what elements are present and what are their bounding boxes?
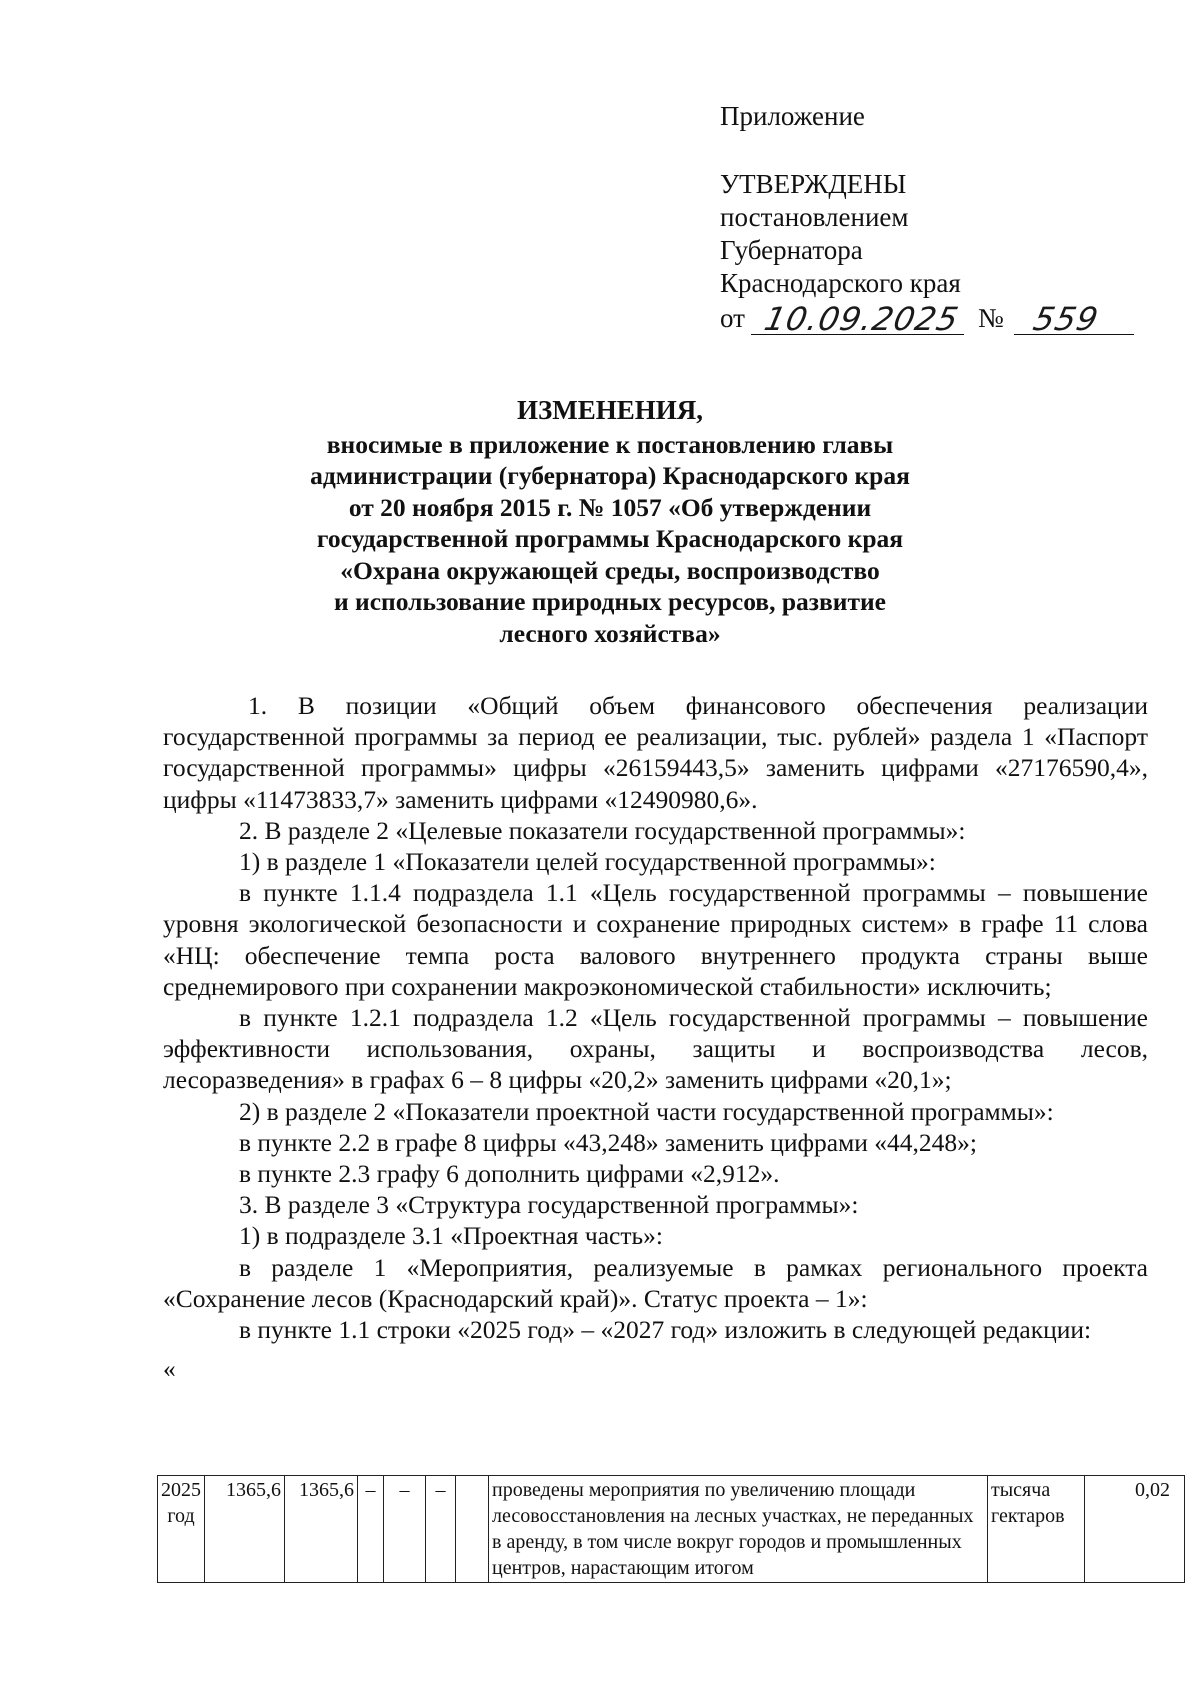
cell-year: 2025 год: [158, 1476, 205, 1583]
cell-col5: –: [384, 1476, 426, 1583]
cell-col7: [456, 1476, 489, 1583]
approval-block: [720, 100, 1140, 338]
paragraph: в пункте 2.3 графу 6 дополнить цифрами «2,912».: [239, 1159, 780, 1189]
handwritten-date: 10.09.2025: [761, 300, 963, 338]
cell-value: 0,02: [1085, 1476, 1185, 1583]
cell-col4: –: [358, 1476, 384, 1583]
number-field: [1014, 300, 1134, 338]
document-body: [163, 690, 1148, 1384]
number-sign: №: [977, 303, 1004, 333]
document-title: [180, 395, 1040, 649]
title-line: «Охрана окружающей среды, воспроизводство: [340, 555, 880, 585]
paragraph: в пункте 1.1.4 подраздела 1.1 «Цель государственной программы – повышение уровня экологической безопасности и сохранение природных систем» в графе 11 слова «НЦ: обеспечение темпа роста валового внутреннего продукта страны выше среднемирового при сохранении макроэкономической стабильности» исключить;: [163, 878, 1148, 1001]
approval-line-1: постановлением: [720, 202, 909, 232]
appendix-label: Приложение: [720, 101, 865, 131]
approved-label: УТВЕРЖДЕНЫ: [720, 169, 907, 199]
date-number-line: [720, 300, 1140, 338]
title-line: государственной программы Краснодарского края: [316, 524, 904, 553]
paragraph: 1) в подразделе 3.1 «Проектная часть»:: [239, 1221, 663, 1251]
date-field: [751, 300, 964, 338]
cell-col6: –: [426, 1476, 456, 1583]
paragraph: в пункте 1.1 строки «2025 год» – «2027 год» изложить в следующей редакции:: [239, 1315, 1092, 1345]
cell-total: 1365,6: [205, 1476, 285, 1583]
open-quote: «: [163, 1354, 176, 1384]
paragraph: 2. В разделе 2 «Целевые показатели государственной программы»:: [239, 815, 966, 845]
amendment-table: [157, 1475, 1185, 1583]
cell-unit: тысяча гектаров: [988, 1476, 1085, 1583]
paragraph: в пункте 1.2.1 подраздела 1.2 «Цель государственной программы – повышение эффективности использования, охраны, защиты и воспроизводства лесов, лесоразведения» в графах 6 – 8 цифры «20,2» заменить цифрами «20,1»;: [163, 1003, 1148, 1095]
cell-result: проведены мероприятия по увеличению площади лесовосстановления на лесных участках, не переданных в аренду, в том числе вокруг городов и промышленных центров, нарастающим итогом: [489, 1476, 988, 1583]
title-line: от 20 ноября 2015 г. № 1057 «Об утверждении: [348, 492, 872, 522]
paragraph: в пункте 2.2 в графе 8 цифры «43,248» заменить цифрами «44,248»;: [239, 1127, 977, 1157]
paragraph: 1. В позиции «Общий объем финансового обеспечения реализации государственной программы за период ее реализации, тыс. рублей» раздела 1 «Паспорт государственной программы» цифры «26159443,5» заменить цифрами «27176590,4», цифры «11473833,7» заменить цифрами «12490980,6».: [163, 691, 1148, 814]
title-line: лесного хозяйства»: [499, 618, 721, 648]
approval-line-2: Губернатора: [720, 235, 863, 265]
paragraph: 1) в разделе 1 «Показатели целей государственной программы»:: [239, 847, 936, 877]
approval-line-3: Краснодарского края: [720, 268, 961, 298]
title-main: ИЗМЕНЕНИЯ,: [516, 395, 703, 425]
handwritten-number: 559: [1029, 300, 1102, 338]
table-row: [158, 1476, 1185, 1583]
paragraph: 2) в разделе 2 «Показатели проектной части государственной программы»:: [239, 1096, 1054, 1126]
title-line: и использование природных ресурсов, развитие: [333, 587, 887, 616]
title-line: вносимые в приложение к постановлению главы: [326, 429, 894, 459]
cell-budget: 1365,6: [285, 1476, 358, 1583]
title-line: администрации (губернатора) Краснодарского края: [310, 461, 910, 490]
date-prefix: от: [720, 303, 745, 333]
paragraph: 3. В разделе 3 «Структура государственной программы»:: [239, 1190, 859, 1220]
paragraph: в разделе 1 «Мероприятия, реализуемые в рамках регионального проекта «Сохранение лесов (Краснодарский край)». Статус проекта – 1»:: [163, 1252, 1148, 1313]
